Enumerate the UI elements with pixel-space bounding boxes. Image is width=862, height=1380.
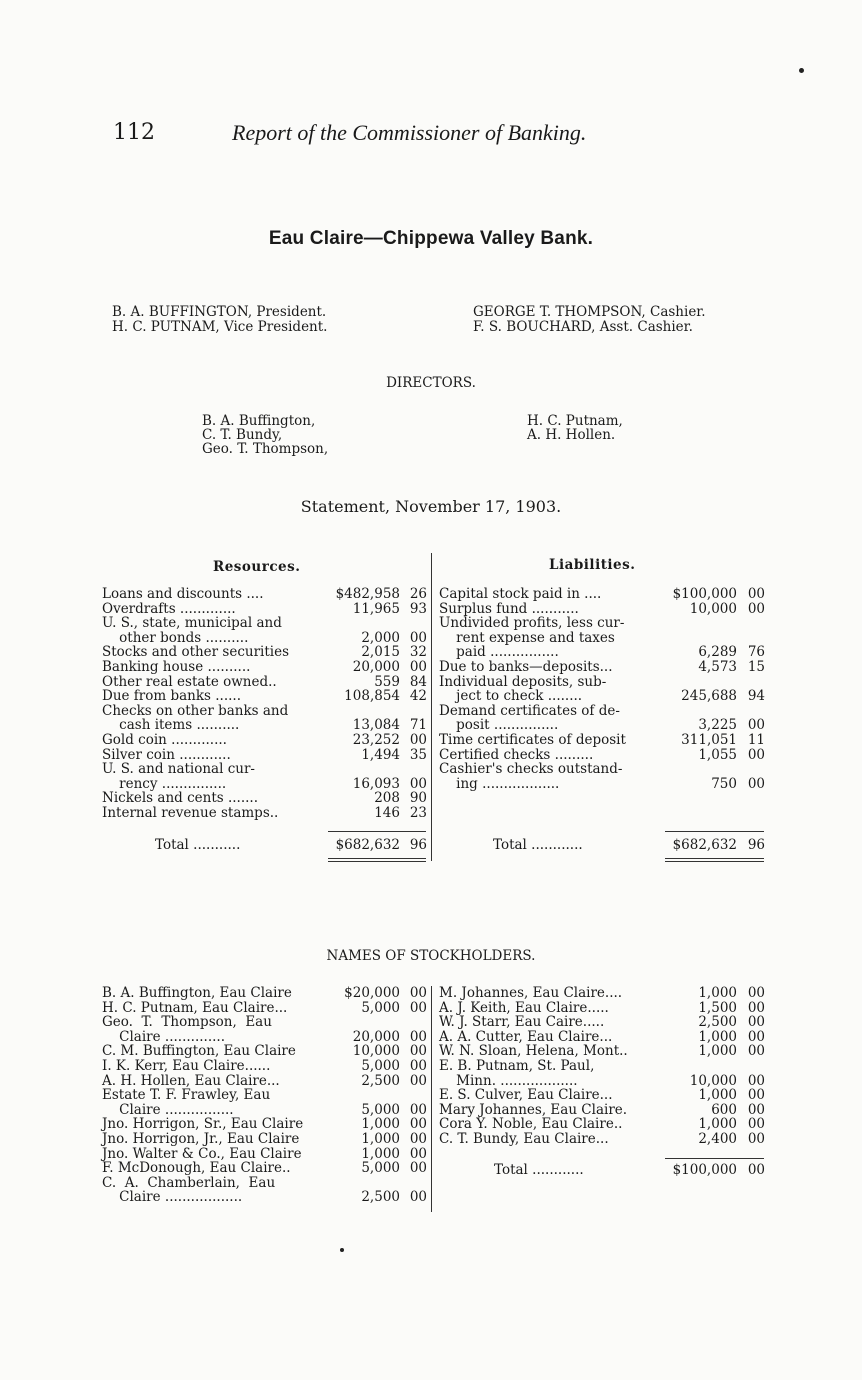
ledger-cents: 76 <box>747 644 765 661</box>
ledger-row <box>439 777 765 792</box>
ledger-dollars: 1,000 <box>361 1145 400 1162</box>
ledger-row <box>102 587 427 602</box>
ledger-cents: 00 <box>409 1160 427 1177</box>
ledger-label: M. Johannes, Eau Claire.... <box>439 985 623 1001</box>
stockholders-heading: NAMES OF STOCKHOLDERS. <box>326 948 536 964</box>
ledger-dollars: 1,000 <box>698 1043 737 1060</box>
ledger-dollars: 108,854 <box>344 688 400 705</box>
ledger-row <box>102 689 427 704</box>
ledger-row <box>439 645 765 660</box>
ledger-cents: 71 <box>409 717 427 734</box>
ledger-label: I. K. Kerr, Eau Claire...... <box>102 1057 271 1074</box>
ledger-dollars: 1,494 <box>361 746 400 763</box>
ledger-row <box>102 704 427 719</box>
ledger-cents: 00 <box>747 1014 765 1031</box>
ledger-label: C. T. Bundy, Eau Claire... <box>439 1130 609 1147</box>
ledger-label: W. N. Sloan, Helena, Mont.. <box>439 1043 628 1060</box>
ledger-dollars: 1,000 <box>698 1087 737 1104</box>
ledger-cents: 93 <box>409 600 427 617</box>
ledger-row <box>102 762 427 777</box>
ledger-dollars: 600 <box>711 1101 737 1118</box>
director: B. A. Buffington, <box>202 413 316 429</box>
ledger-dollars: 23,252 <box>352 731 400 748</box>
ledger-cents: 00 <box>409 1057 427 1074</box>
ledger-label: C. M. Buffington, Eau Claire <box>102 1043 296 1060</box>
ledger-row <box>439 675 765 690</box>
ledger-dollars: 559 <box>374 673 400 690</box>
stockholders-total-cents: 00 <box>747 1162 765 1178</box>
ledger-label: paid ................ <box>439 644 559 661</box>
ledger-row <box>439 1103 765 1118</box>
ledger-dollars: 10,000 <box>689 600 737 617</box>
ledger-dollars: 2,400 <box>698 1130 737 1147</box>
ledger-row <box>102 748 427 763</box>
ledger-row <box>102 806 427 821</box>
ledger-cents: 42 <box>409 688 427 705</box>
ledger-row <box>102 660 427 675</box>
ledger-row <box>102 1001 427 1016</box>
ledger-dollars: 750 <box>711 775 737 792</box>
ledger-row <box>439 1074 765 1089</box>
resources-heading: Resources. <box>213 559 301 575</box>
officer-right-2: F. S. BOUCHARD, Asst. Cashier. <box>473 319 693 335</box>
ledger-cents: 00 <box>747 999 765 1016</box>
ledger-cents: 00 <box>409 731 427 748</box>
ledger-cents: 00 <box>409 1145 427 1162</box>
ledger-label: Jno. Walter & Co., Eau Claire <box>102 1145 302 1162</box>
ledger-dollars: 2,500 <box>361 1189 400 1206</box>
ledger-label: Gold coin ............. <box>102 731 227 748</box>
ledger-row <box>439 660 765 675</box>
ledger-dollars: 1,000 <box>361 1116 400 1133</box>
ledger-dollars: 10,000 <box>689 1072 737 1089</box>
ledger-row <box>102 1088 427 1103</box>
column-divider <box>431 986 432 1212</box>
ledger-cents: 00 <box>409 1189 427 1206</box>
ledger-label: A. J. Keith, Eau Claire..... <box>439 999 609 1016</box>
ledger-label: E. S. Culver, Eau Claire... <box>439 1087 613 1104</box>
ledger-row <box>439 689 765 704</box>
ledger-dollars: 146 <box>374 804 400 821</box>
ledger-cents: 00 <box>409 775 427 792</box>
total-rule <box>665 861 764 862</box>
statement-title: Statement, November 17, 1903. <box>300 497 562 516</box>
ledger-dollars: $482,958 <box>335 586 400 602</box>
ledger-label: Undivided profits, less cur- <box>439 615 625 632</box>
ledger-cents: 00 <box>747 1087 765 1104</box>
ledger-cents: 00 <box>747 1043 765 1060</box>
ledger-label: E. B. Putnam, St. Paul, <box>439 1057 595 1074</box>
ledger-cents: 23 <box>409 804 427 821</box>
ledger-label: Checks on other banks and <box>102 702 289 719</box>
ledger-dollars: 208 <box>374 790 400 807</box>
ledger-cents: 00 <box>747 1028 765 1045</box>
ledger-label: posit ............... <box>439 717 559 734</box>
ledger-row <box>102 1161 427 1176</box>
ledger-row <box>102 1147 427 1162</box>
ledger-dollars: $100,000 <box>672 586 737 602</box>
total-rule <box>665 1158 764 1159</box>
ledger-row <box>102 675 427 690</box>
ledger-label: Banking house .......... <box>102 658 251 675</box>
ledger-label: Demand certificates of de- <box>439 702 620 719</box>
liabilities-heading: Liabilities. <box>549 557 636 573</box>
ledger-label: Individual deposits, sub- <box>439 673 607 690</box>
ledger-row <box>102 616 427 631</box>
ledger-label: Surplus fund ........... <box>439 600 579 617</box>
liabilities-total-label: Total ............ <box>493 837 583 853</box>
ledger-label: U. S. and national cur- <box>102 761 255 778</box>
ledger-row <box>439 616 765 631</box>
ledger-dollars: 2,015 <box>361 644 400 661</box>
ledger-row <box>439 1030 765 1045</box>
ledger-cents: 00 <box>747 775 765 792</box>
ledger-dollars: 5,000 <box>361 1101 400 1118</box>
ledger-label: Time certificates of deposit <box>439 731 626 748</box>
ledger-dollars: 1,000 <box>698 1028 737 1045</box>
ledger-row <box>102 602 427 617</box>
ledger-row <box>102 718 427 733</box>
ledger-dollars: 311,051 <box>681 731 737 748</box>
total-rule <box>328 858 426 859</box>
ledger-dollars: 1,000 <box>698 985 737 1001</box>
ledger-cents: 11 <box>747 731 765 748</box>
ledger-label: A. A. Cutter, Eau Claire... <box>439 1028 613 1045</box>
total-rule <box>328 861 426 862</box>
stockholders-left-list <box>102 986 427 1205</box>
stockholders-right-list <box>439 986 765 1147</box>
column-divider <box>431 553 432 861</box>
ledger-cents: 35 <box>409 746 427 763</box>
ledger-label: Minn. .................. <box>439 1072 578 1089</box>
ledger-label: B. A. Buffington, Eau Claire <box>102 985 292 1001</box>
ledger-cents: 00 <box>409 658 427 675</box>
ledger-row <box>439 704 765 719</box>
ledger-cents: 00 <box>747 600 765 617</box>
ledger-label: other bonds .......... <box>102 629 249 646</box>
ledger-label: Mary Johannes, Eau Claire. <box>439 1101 628 1118</box>
ledger-cents: 00 <box>747 1116 765 1133</box>
ledger-label: ing .................. <box>439 775 560 792</box>
ledger-row <box>102 733 427 748</box>
ledger-row <box>439 733 765 748</box>
ledger-dollars: 5,000 <box>361 999 400 1016</box>
ledger-label: Jno. Horrigon, Jr., Eau Claire <box>102 1130 300 1147</box>
ledger-dollars: 20,000 <box>352 658 400 675</box>
ledger-cents: 00 <box>409 1130 427 1147</box>
director: H. C. Putnam, <box>527 413 623 429</box>
ledger-label: Loans and discounts .... <box>102 586 264 602</box>
ledger-dollars: 1,055 <box>698 746 737 763</box>
ledger-row <box>102 1074 427 1089</box>
ledger-label: Cashier's checks outstand- <box>439 761 623 778</box>
ledger-row <box>102 1117 427 1132</box>
ledger-label: H. C. Putnam, Eau Claire... <box>102 999 288 1016</box>
ledger-row <box>439 1117 765 1132</box>
ledger-cents: 94 <box>747 688 765 705</box>
ledger-label: ject to check ........ <box>439 688 583 705</box>
officer-left-2: H. C. PUTNAM, Vice President. <box>112 319 328 335</box>
ink-speck <box>340 1248 344 1252</box>
ledger-label: cash items .......... <box>102 717 240 734</box>
ledger-label: Other real estate owned.. <box>102 673 277 690</box>
ledger-dollars: 6,289 <box>698 644 737 661</box>
ledger-dollars: 11,965 <box>352 600 400 617</box>
ledger-label: Due to banks—deposits... <box>439 658 613 675</box>
director: A. H. Hollen. <box>527 427 616 443</box>
ledger-cents: 32 <box>409 644 427 661</box>
ledger-label: Overdrafts ............. <box>102 600 236 617</box>
ledger-dollars: 1,000 <box>361 1130 400 1147</box>
ledger-row <box>102 1044 427 1059</box>
running-title: Report of the Commissioner of Banking. <box>232 120 587 145</box>
ledger-cents: 15 <box>747 658 765 675</box>
ledger-row <box>102 1059 427 1074</box>
ledger-row <box>102 1030 427 1045</box>
ledger-cents: 26 <box>409 586 427 602</box>
ledger-dollars: 16,093 <box>352 775 400 792</box>
ledger-dollars: 3,225 <box>698 717 737 734</box>
stockholders-total-label: Total ............ <box>494 1162 584 1178</box>
ledger-dollars: 245,688 <box>681 688 737 705</box>
ledger-label: Due from banks ...... <box>102 688 242 705</box>
ledger-dollars: 20,000 <box>352 1028 400 1045</box>
ledger-cents: 00 <box>409 1072 427 1089</box>
ledger-label: Certified checks ......... <box>439 746 594 763</box>
page-number: 112 <box>113 120 155 145</box>
ledger-label: Silver coin ............ <box>102 746 231 763</box>
ledger-row <box>102 777 427 792</box>
ledger-label: rency ............... <box>102 775 227 792</box>
ledger-row <box>102 1176 427 1191</box>
ledger-cents: 00 <box>409 985 427 1001</box>
ledger-dollars: 5,000 <box>361 1057 400 1074</box>
ledger-label: Stocks and other securities <box>102 644 290 661</box>
total-rule <box>665 831 764 832</box>
director: Geo. T. Thompson, <box>202 441 329 457</box>
ledger-label: Geo. T. Thompson, Eau <box>102 1014 272 1031</box>
liabilities-ledger <box>439 587 765 791</box>
total-rule <box>328 831 426 832</box>
ledger-label: Claire .............. <box>102 1028 225 1045</box>
ledger-row <box>439 631 765 646</box>
ledger-dollars: 4,573 <box>698 658 737 675</box>
ledger-row <box>439 602 765 617</box>
stockholders-total-dollars: $100,000 <box>672 1162 737 1178</box>
liabilities-total-dollars: $682,632 <box>672 837 737 853</box>
ledger-row <box>102 791 427 806</box>
ledger-label: Jno. Horrigon, Sr., Eau Claire <box>102 1116 304 1133</box>
ledger-row <box>102 986 427 1001</box>
liabilities-total-cents: 96 <box>747 837 765 853</box>
ledger-dollars: 1,000 <box>698 1116 737 1133</box>
ledger-cents: 84 <box>409 673 427 690</box>
ledger-label: U. S., state, municipal and <box>102 615 282 632</box>
ledger-cents: 00 <box>409 1043 427 1060</box>
ledger-cents: 00 <box>409 1028 427 1045</box>
ledger-cents: 00 <box>747 985 765 1001</box>
ledger-row <box>439 1001 765 1016</box>
ledger-cents: 00 <box>747 1130 765 1147</box>
ledger-dollars: 2,500 <box>698 1014 737 1031</box>
ledger-cents: 00 <box>747 717 765 734</box>
directors-heading: DIRECTORS. <box>386 375 476 391</box>
ledger-cents: 00 <box>409 1116 427 1133</box>
ledger-dollars: 1,500 <box>698 999 737 1016</box>
total-rule <box>665 858 764 859</box>
ledger-cents: 00 <box>747 1101 765 1118</box>
ledger-label: rent expense and taxes <box>439 629 615 646</box>
ledger-row <box>439 1088 765 1103</box>
ledger-label: Capital stock paid in .... <box>439 586 602 602</box>
ledger-row <box>102 1015 427 1030</box>
ledger-dollars: 5,000 <box>361 1160 400 1177</box>
officer-left-1: B. A. BUFFINGTON, President. <box>112 304 327 320</box>
ledger-label: C. A. Chamberlain, Eau <box>102 1174 276 1191</box>
resources-total-cents: 96 <box>409 837 427 853</box>
ledger-row <box>439 1015 765 1030</box>
resources-ledger <box>102 587 427 821</box>
ledger-cents: 00 <box>747 586 765 602</box>
ledger-dollars: 2,000 <box>361 629 400 646</box>
ledger-row <box>439 762 765 777</box>
ledger-dollars: $20,000 <box>344 985 400 1001</box>
resources-total-dollars: $682,632 <box>335 837 400 853</box>
bank-title: Eau Claire—Chippewa Valley Bank. <box>268 228 594 249</box>
ledger-label: Claire ................ <box>102 1101 234 1118</box>
ledger-label: W. J. Starr, Eau Caire..... <box>439 1014 605 1031</box>
ledger-label: F. McDonough, Eau Claire.. <box>102 1160 291 1177</box>
ledger-cents: 00 <box>409 1101 427 1118</box>
ledger-row <box>102 1132 427 1147</box>
ledger-cents: 90 <box>409 790 427 807</box>
ledger-dollars: 13,084 <box>352 717 400 734</box>
ledger-cents: 00 <box>409 999 427 1016</box>
ledger-row <box>102 1190 427 1205</box>
ledger-row <box>439 1132 765 1147</box>
ledger-row <box>439 718 765 733</box>
ledger-cents: 00 <box>409 629 427 646</box>
ledger-row <box>439 748 765 763</box>
ledger-row <box>439 1059 765 1074</box>
ledger-cents: 00 <box>747 1072 765 1089</box>
ledger-label: A. H. Hollen, Eau Claire... <box>102 1072 280 1089</box>
ledger-row <box>439 986 765 1001</box>
ledger-label: Cora Y. Noble, Eau Claire.. <box>439 1116 623 1133</box>
ledger-label: Nickels and cents ....... <box>102 790 259 807</box>
officer-right-1: GEORGE T. THOMPSON, Cashier. <box>473 304 706 320</box>
ledger-label: Estate T. F. Frawley, Eau <box>102 1087 271 1104</box>
ledger-row <box>439 587 765 602</box>
ledger-dollars: 10,000 <box>352 1043 400 1060</box>
ledger-row <box>439 1044 765 1059</box>
ledger-dollars: 2,500 <box>361 1072 400 1089</box>
ledger-label: Claire .................. <box>102 1189 243 1206</box>
ledger-row <box>102 1103 427 1118</box>
ledger-label: Internal revenue stamps.. <box>102 804 279 821</box>
ledger-row <box>102 645 427 660</box>
ledger-cents: 00 <box>747 746 765 763</box>
ink-speck <box>799 68 804 73</box>
resources-total-label: Total ........... <box>155 837 241 853</box>
ledger-row <box>102 631 427 646</box>
director: C. T. Bundy, <box>202 427 283 443</box>
